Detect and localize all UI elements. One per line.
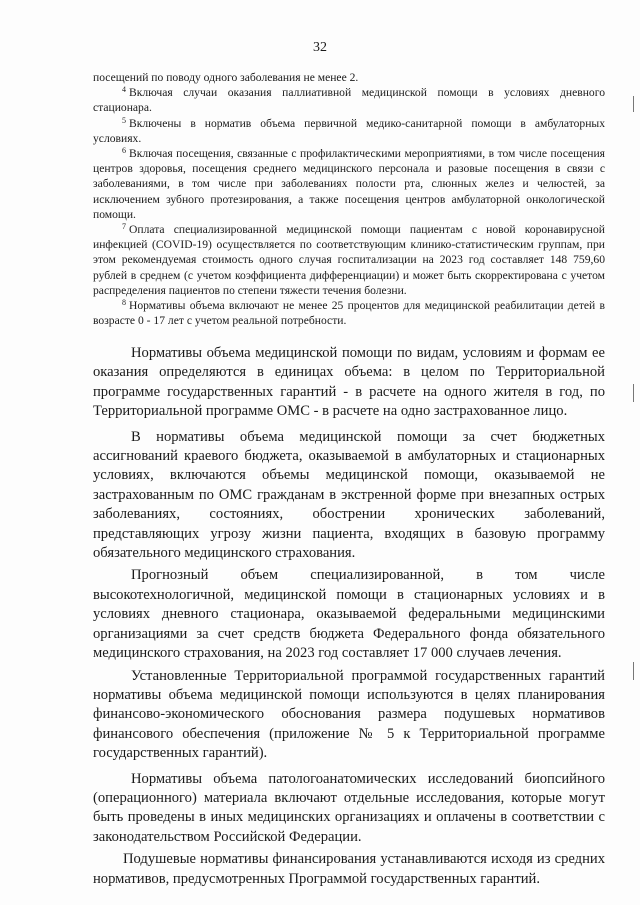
footnote-6 (93, 146, 605, 222)
paragraph-forecast-volume: Прогнозный объем специализированной, в том числе высокотехнологичной, медицинской помощи в стационарных условиях и в условиях дневного стационара, оказываемой федеральными медицинскими организациями за счет средств бюджета Федерального фонда обязательного медицинского страхования, на 2023 год составляет 17 000 случаев лечения. (93, 567, 605, 662)
footnote-text: Включая посещения, связанные с профилактическими мероприятиями, в том числе посещения центров здоровья, посещения среднего медицинского персонала и разовые посещения в связи с заболеваниями, в том числе при заболеваниях полости рта, слюнных желез и челюстей, за исключением зубного протезирования, а также посещения центров амбулаторной онкологической помощи. (93, 147, 605, 221)
paragraph-planning-use: Установленные Территориальной программой государственных гарантий нормативы объема медицинской помощи используются в целях планирования финансово-экономического обоснования размера подушевых нормативов финансового обеспечения (приложение № 5 к Территориальной программе государственных гарантий). (93, 667, 605, 762)
paragraph-volume-units: Нормативы объема медицинской помощи по видам, условиям и формам ее оказания определяются в единицах объема: в целом по Территориальной программе государственных гарантий - в расчете на одного жителя в год, по Территориальной программе ОМС - в расчете на одно застрахованное лицо. (93, 345, 605, 420)
footnotes-block (93, 70, 605, 328)
scan-edge-mark (633, 96, 634, 112)
footnote-marker: 4 (122, 85, 126, 95)
footnote-marker: 8 (122, 298, 126, 308)
page-number: 32 (313, 40, 327, 55)
footnote-marker: 7 (122, 222, 126, 232)
footnote-5 (93, 116, 605, 146)
footnote-8 (93, 298, 605, 328)
scan-edge-mark (633, 384, 634, 402)
main-text (93, 344, 605, 889)
paragraph-pathology-studies: Нормативы объема патологоанатомических исследований биопсийного (операционного) материала включают отдельные исследования, которые могут быть проведены в иных медицинских организациях и оплачены в соответствии с законодательством Российской Федерации. (93, 770, 605, 845)
footnote-text: Включая случаи оказания паллиативной медицинской помощи в условиях дневного стационара. (93, 86, 605, 115)
footnote-marker: 5 (122, 115, 126, 125)
footnote-text: Оплата специализированной медицинской помощи пациентам с новой коронавирусной инфекцией (COVID-19) осуществляется по соответствующим клинико-статистическим группам, при этом рекомендуемая стоимость одного случая госпитализации на 2023 год составляет 148 759,60 рублей в среднем (с учетом коэффициента дифференциации) и может быть скорректирована с учетом распределения пациентов по степени тяжести течения болезни. (93, 223, 605, 297)
footnote-text: Включены в норматив объема первичной медико-санитарной помощи в амбулаторных условиях. (93, 116, 605, 145)
paragraph-budget-volumes: В нормативы объема медицинской помощи за счет бюджетных ассигнований краевого бюджета, оказываемой в амбулаторных и стационарных условиях, включаются объемы медицинской помощи, оказываемой не застрахованным по ОМС гражданам в экстренной форме при внезапных острых заболеваниях, состояниях, обострении хронических заболеваний, представляющих угрозу жизни пациента, входящих в базовую программу обязательного медицинского страхования. (93, 428, 605, 562)
footnote-7 (93, 222, 605, 298)
footnote-4 (93, 85, 605, 115)
footnote-text: Нормативы объема включают не менее 25 процентов для медицинской реабилитации детей в возрасте 0 - 17 лет с учетом реальной потребности. (93, 299, 605, 328)
footnote-marker: 6 (122, 146, 126, 156)
footnote-continuation (93, 70, 605, 85)
footnote-text: посещений по поводу одного заболевания не менее 2. (93, 71, 359, 84)
scan-edge-mark (633, 662, 634, 680)
paragraph-per-capita-standards: Подушевые нормативы финансирования устанавливаются исходя из средних нормативов, предусмотренных Программой государственных гарантий. (93, 851, 605, 887)
